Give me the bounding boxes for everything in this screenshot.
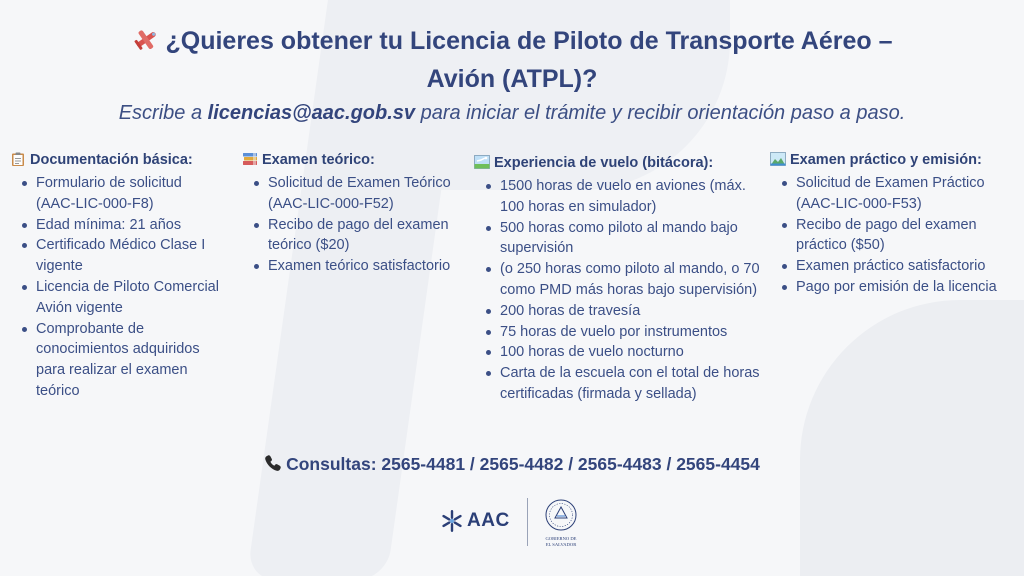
column-title: Experiencia de vuelo (bitácora):	[494, 155, 714, 171]
list-item: Pago por emisión de la licencia	[780, 277, 1000, 298]
logo-divider	[527, 498, 528, 546]
column-title: Examen práctico y emisión:	[790, 152, 982, 168]
requirements-list	[10, 173, 225, 402]
list-item: Comprobante de conocimientos adquiridos para realizar el examen teórico	[20, 319, 225, 402]
subtitle-suffix: para iniciar el trámite y recibir orientación paso a paso.	[420, 102, 906, 124]
svg-text:EL SALVADOR: EL SALVADOR	[545, 542, 577, 547]
column-title: Documentación básica:	[30, 152, 193, 168]
government-seal-icon	[540, 496, 582, 550]
list-item: 75 horas de vuelo por instrumentos	[484, 322, 764, 343]
column-heading	[242, 150, 462, 171]
title-line-2: Avión (ATPL)?	[426, 65, 598, 93]
subtitle	[40, 102, 984, 125]
aac-star-icon	[440, 509, 464, 533]
phone-icon	[264, 454, 282, 472]
subtitle-prefix: Escribe a	[118, 102, 203, 124]
clipboard-icon	[10, 152, 26, 166]
list-item: 500 horas como piloto al mando bajo supervisión	[484, 218, 764, 260]
column-title: Examen teórico:	[262, 152, 375, 168]
aac-logo-text: AAC	[467, 510, 510, 531]
list-item: Certificado Médico Clase I vigente	[20, 235, 225, 277]
list-item: 1500 horas de vuelo en aviones (máx. 100 horas en simulador)	[484, 176, 764, 218]
requirements-column-theory-exam	[242, 150, 462, 277]
requirements-column-practical-exam	[770, 150, 1000, 298]
requirements-column-documentation	[10, 150, 225, 402]
title-line-1: ¿Quieres obtener tu Licencia de Piloto de Transporte Aéreo –	[165, 27, 893, 55]
list-item: Solicitud de Examen Teórico (AAC-LIC-000-F52)	[252, 173, 462, 215]
requirements-list	[242, 173, 462, 277]
list-item: 200 horas de travesía	[484, 301, 764, 322]
list-item: Formulario de solicitud (AAC-LIC-000-F8)	[20, 173, 225, 215]
contact-line	[40, 454, 984, 475]
landscape-icon	[770, 152, 786, 166]
list-item: Solicitud de Examen Práctico (AAC-LIC-000-F53)	[780, 173, 1000, 215]
email-link[interactable]: licencias@aac.gob.sv	[207, 102, 416, 124]
list-item: Recibo de pago del examen práctico ($50)	[780, 215, 1000, 257]
list-item: Examen teórico satisfactorio	[252, 256, 462, 277]
airplane-icon	[131, 26, 161, 52]
list-item: Licencia de Piloto Comercial Avión vigente	[20, 277, 225, 319]
column-heading	[10, 150, 225, 171]
contact-text: Consultas: 2565-4481 / 2565-4482 / 2565-4483 / 2565-4454	[286, 454, 760, 474]
requirements-list	[474, 176, 764, 405]
svg-text:GOBIERNO DE: GOBIERNO DE	[545, 536, 577, 541]
sky-landscape-icon	[474, 155, 490, 169]
requirements-list	[770, 173, 1000, 298]
column-heading	[474, 153, 764, 174]
footer-logos	[440, 496, 590, 550]
aac-logo	[440, 508, 510, 534]
requirements-column-flight-experience	[474, 153, 764, 405]
books-icon	[242, 152, 258, 166]
list-item: 100 horas de vuelo nocturno	[484, 342, 764, 363]
list-item: Recibo de pago del examen teórico ($20)	[252, 215, 462, 257]
list-item: (o 250 horas como piloto al mando, o 70 como PMD más horas bajo supervisión)	[484, 259, 764, 301]
list-item: Examen práctico satisfactorio	[780, 256, 1000, 277]
page-title	[60, 22, 964, 98]
column-heading	[770, 150, 1000, 171]
list-item: Carta de la escuela con el total de horas certificadas (firmada y sellada)	[484, 363, 764, 405]
list-item: Edad mínima: 21 años	[20, 215, 225, 236]
